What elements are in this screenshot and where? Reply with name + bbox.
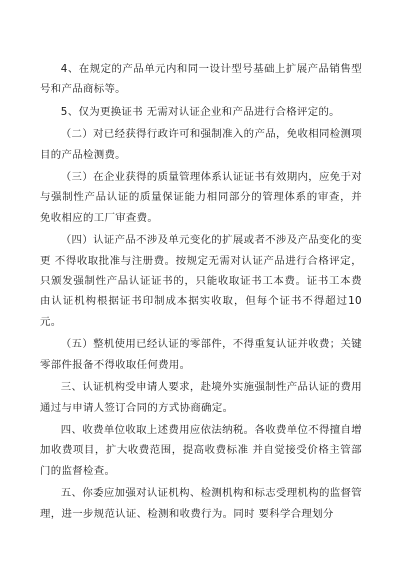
paragraph-section-4: 四、收费单位收取上述费用应依法纳税。各收费单位不得擅自增加收费项目，扩大收费范围，提高收费标准 并自觉接受价格主管部门的监督检查。 [40,423,362,477]
paragraph-exemption-4: （四）认证产品不涉及单元变化的扩展或者不涉及产品变化的变更 不得收取批准与注册费。按规定无需对认证产品进行合格评定，只颁发强制性产品认证证书的，只能收取证书工本费。证书工本费由认证机构根据证书印制成本据实收取，但每个证书不得超过10元。 [40,234,362,328]
paragraph-exemption-3: （三）在企业获得的质量管理体系认证证书有效期内，应免于对与强制性产品认证的质量保证能力相同部分的管理体系的审查，并免收相应的工厂审查费。 [40,171,362,224]
paragraph-item-5: 5、仅为更换证书 无需对认证企业和产品进行合格评定的。 [60,105,340,118]
paragraph-item-4: 4、在规定的产品单元内和同一设计型号基础上扩展产品销售型号和产品商标等。 [40,63,362,96]
paragraph-exemption-5: （五）整机使用已经认证的零部件，不得重复认证并收费；关键零部件报备不得收取任何费用。 [40,338,362,371]
paragraph-section-5: 五、你委应加强对认证机构、检测机构和标志受理机构的监督管理，进一步规范认证、检测和收费行为。同时 要科学合理划分 [40,487,362,520]
paragraph-section-3: 三、认证机构受申请人要求，赴境外实施强制性产品认证的费用 通过与申请人签订合同的方式协商确定。 [40,381,362,414]
paragraph-exemption-2: （二）对已经获得行政许可和强制准入的产品，免收相同检测项目的产品检测费。 [40,128,362,161]
